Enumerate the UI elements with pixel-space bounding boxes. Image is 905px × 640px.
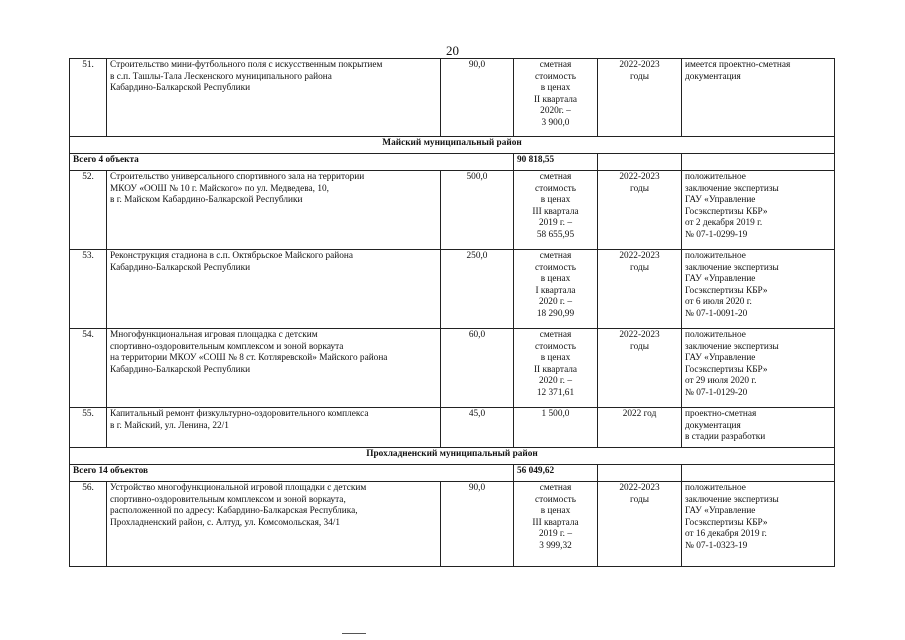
construction-period [598,408,682,448]
text-line: от 6 июля 2020 г. [685,297,752,308]
text-line: стоимость [535,71,576,82]
text-line: стоимость [535,494,576,505]
total-row [70,465,835,482]
text-line: в ценах [540,83,571,94]
text-line: 2022-2023 [619,251,660,261]
documentation-status [682,329,835,408]
table-row [70,171,835,250]
object-name [107,329,441,408]
text-line: сметная [539,483,572,493]
text-line: Госэкспертизы КБР» [685,364,768,375]
section-row [70,137,835,154]
text-line: заключение экспертизы [685,262,779,273]
text-line: стоимость [535,183,576,194]
text-line: документация [685,420,741,431]
text-line: на территории МКОУ «СОШ № 8 ст. Котляревской» Майского района [110,353,388,364]
text-line: 2022-2023 [619,483,660,493]
text-line: ГАУ «Управление [685,353,756,364]
text-line: № 07-1-0323-19 [685,540,748,551]
table-row [70,59,835,137]
construction-period [598,171,682,250]
page-number: 20 [446,43,459,58]
text-line: сметная [539,251,572,261]
text-line: в ценах [540,274,571,285]
object-cost [514,250,598,329]
text-line: Устройство многофункциональной игровой площадки с детским [110,483,367,493]
text-line: Госэкспертизы КБР» [685,206,768,217]
text-line: в г. Майском Кабардино-Балкарской Республики [110,195,303,206]
text-line: 18 290,99 [536,308,575,319]
text-line: III квартала [532,206,579,217]
section-row [70,448,835,465]
text-line: 2020 г. – [539,376,572,387]
text-line: сметная [539,330,572,340]
text-line: Прохладненский район, с. Алтуд, ул. Комсомольская, 34/1 [110,517,341,528]
text-line: от 2 декабря 2019 г. [685,218,763,229]
object-name [107,59,441,137]
text-line: от 16 декабря 2019 г. [685,529,767,540]
documentation-status [682,408,835,448]
text-line: Капитальный ремонт физкультурно-оздоровительного комплекса [110,409,369,419]
object-capacity: 90,0 [441,59,514,137]
text-line: ГАУ «Управление [685,506,756,517]
total-empty-period [598,465,682,482]
object-cost [514,408,598,448]
table-row [70,482,835,567]
object-name [107,408,441,448]
text-line: годы [630,183,649,194]
text-line: Госэкспертизы КБР» [685,285,768,296]
text-line: 58 655,95 [536,229,575,240]
documentation-status [682,482,835,567]
text-line: 3 900,0 [541,117,570,128]
text-line: положительное [685,330,746,340]
text-line: 12 371,61 [536,387,575,398]
object-cost [514,329,598,408]
text-line: спортивно-оздоровительным комплексом и зоной воркаута, [110,494,346,505]
text-line: в г. Майский, ул. Ленина, 22/1 [110,420,229,431]
text-line: Строительство мини-футбольного поля с искусственным покрытием [110,60,383,70]
text-line: ГАУ «Управление [685,274,756,285]
row-number: 51. [70,59,107,137]
text-line: заключение экспертизы [685,494,779,505]
text-line: положительное [685,483,746,493]
text-line: Госэкспертизы КБР» [685,517,768,528]
text-line: Реконструкция стадиона в с.п. Октябрьское Майского района [110,251,353,261]
text-line: Строительство универсального спортивного зала на территории [110,172,365,182]
text-line: 2020 г. – [539,297,572,308]
text-line: проектно-сметная [685,409,757,419]
text-line: сметная [539,172,572,182]
documentation-status [682,59,835,137]
text-line: заключение экспертизы [685,341,779,352]
object-capacity: 90,0 [441,482,514,567]
text-line: II квартала [533,94,578,105]
text-line: имеется проектно-сметная [685,60,791,70]
text-line: 2022-2023 [619,330,660,340]
text-line: 2019 г. – [539,218,572,229]
text-line: 2022-2023 [619,60,660,70]
object-capacity: 250,0 [441,250,514,329]
row-number: 52. [70,171,107,250]
construction-period [598,482,682,567]
object-cost [514,59,598,137]
row-number: 54. [70,329,107,408]
object-name [107,171,441,250]
documentation-status [682,171,835,250]
row-number: 56. [70,482,107,567]
text-line: Кабардино-Балкарской Республики [110,364,251,375]
construction-period [598,329,682,408]
text-line: годы [630,341,649,352]
text-line: Кабардино-Балкарской Республики [110,262,251,273]
text-line: положительное [685,172,746,182]
text-line: III квартала [532,517,579,528]
text-line: в с.п. Ташлы-Тала Лескенского муниципального района [110,71,332,82]
text-line: заключение экспертизы [685,183,779,194]
text-line: расположенной по адресу: Кабардино-Балкарская Республика, [110,506,358,517]
text-line: стоимость [535,262,576,273]
total-empty-period [598,154,682,171]
text-line: ГАУ «Управление [685,195,756,206]
text-line: МКОУ «ООШ № 10 г. Майского» по ул. Медведева, 10, [110,183,329,194]
text-line: № 07-1-0091-20 [685,308,748,319]
text-line: 2022 год [622,409,657,419]
object-cost [514,171,598,250]
text-line: положительное [685,251,746,261]
total-empty-note [682,154,835,171]
footer-mark [342,633,366,634]
text-line: 2020г. – [540,106,571,117]
text-line: годы [630,71,649,82]
object-capacity: 60,0 [441,329,514,408]
text-line: II квартала [533,364,578,375]
objects-table [69,58,835,567]
construction-period [598,59,682,137]
text-line: № 07-1-0299-19 [685,229,748,240]
total-label: Всего 14 объектов [70,465,514,482]
text-line: 2019 г. – [539,529,572,540]
total-sum: 56 049,62 [514,465,598,482]
text-line: I квартала [535,285,576,296]
object-cost [514,482,598,567]
object-name [107,250,441,329]
total-row [70,154,835,171]
text-line: 2022-2023 [619,172,660,182]
row-number: 55. [70,408,107,448]
text-line: документация [685,71,741,82]
text-line: в ценах [540,353,571,364]
table-row [70,250,835,329]
total-sum: 90 818,55 [514,154,598,171]
text-line: спортивно-оздоровительным комплексом и зоной воркаута [110,341,344,352]
text-line: в ценах [540,195,571,206]
text-line: годы [630,262,649,273]
object-name [107,482,441,567]
text-line: годы [630,494,649,505]
text-line: от 29 июля 2020 г. [685,376,757,387]
total-empty-note [682,465,835,482]
text-line: сметная [539,60,572,70]
text-line: стоимость [535,341,576,352]
text-line: № 07-1-0129-20 [685,387,748,398]
object-capacity: 500,0 [441,171,514,250]
text-line: Кабардино-Балкарской Республики [110,83,251,94]
text-line: Многофункциональная игровая площадка с детским [110,330,318,340]
documentation-status [682,250,835,329]
text-line: 3 999,32 [539,540,572,551]
row-number: 53. [70,250,107,329]
section-title: Прохладненский муниципальный район [70,448,835,465]
table-row [70,408,835,448]
text-line: в ценах [540,506,571,517]
text-line: 1 500,0 [541,409,570,419]
total-label: Всего 4 объекта [70,154,514,171]
objects-table-body [70,59,835,567]
text-line: в стадии разработки [685,432,766,443]
construction-period [598,250,682,329]
table-row [70,329,835,408]
section-title: Майский муниципальный район [70,137,835,154]
object-capacity: 45,0 [441,408,514,448]
